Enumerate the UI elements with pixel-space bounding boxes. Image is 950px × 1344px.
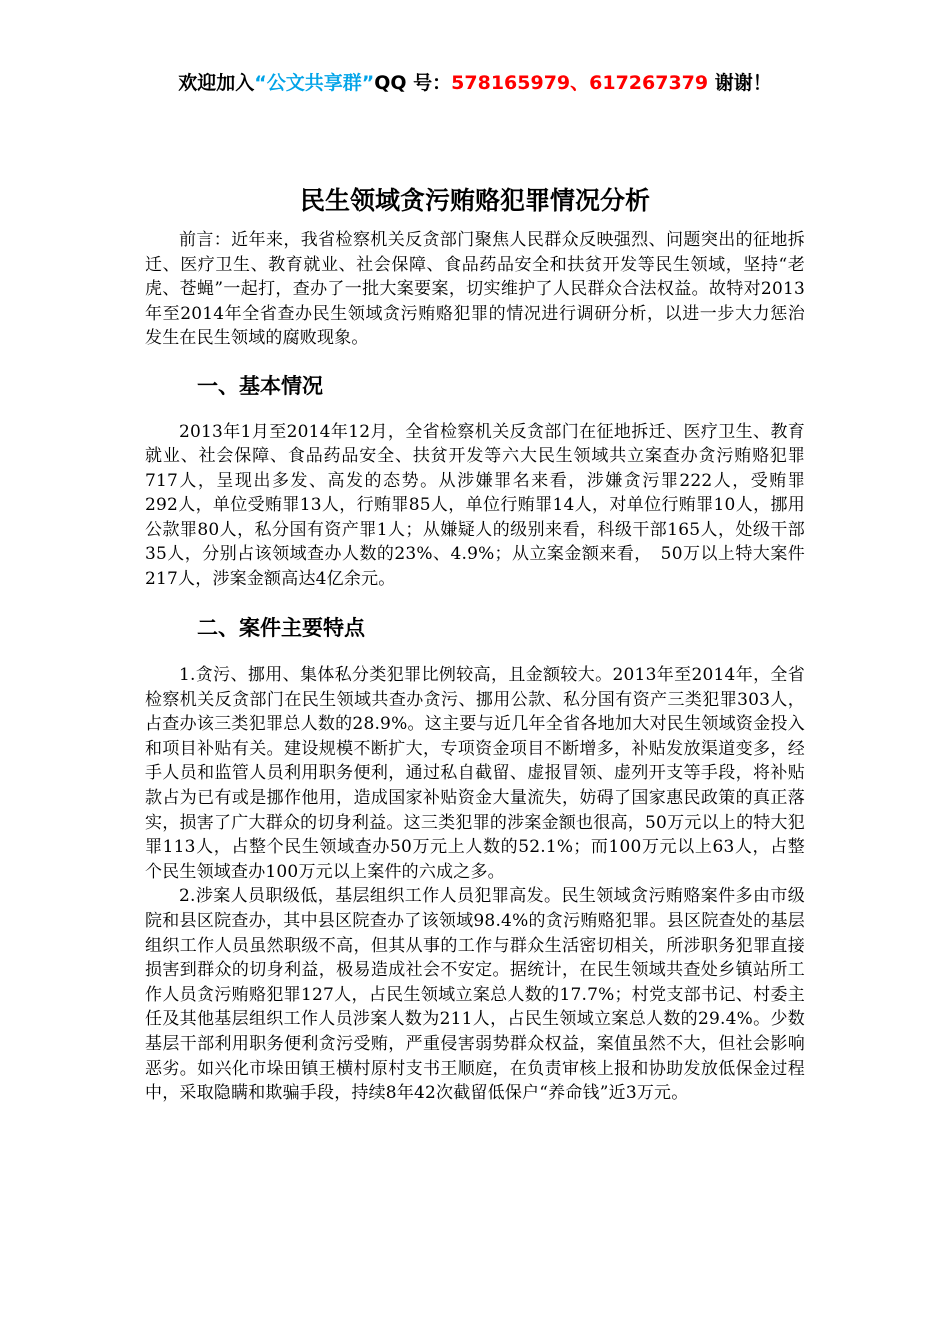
preface-paragraph: 前言：近年来，我省检察机关反贪部门聚焦人民群众反映强烈、问题突出的征地拆迁、医疗卫生、教育就业、社会保障、食品药品安全和扶贫开发等民生领域，坚持“老虎、苍蝇”一起打，查办了一批大案要案，切实维护了人民群众合法权益。故特对2013年至2014年全省查办民生领域贪污贿赂犯罪的情况进行调研分析，以进一步大力惩治发生在民生领域的腐败现象。 — [145, 230, 805, 348]
feature-point-2: 2.涉案人员职级低，基层组织工作人员犯罪高发。民生领域贪污贿赂案件多由市级院和县区院查办，其中县区院查办了该领域98.4%的贪污贿赂犯罪。县区院查处的基层组织工作人员虽然职级不高，但其从事的工作与群众生活密切相关，所涉职务犯罪直接损害到群众的切身利益，极易造成社会不安定。据统计，在民生领域共查处乡镇站所工作人员贪污贿赂犯罪127人，占民生领域立案总人数的17.7%；村党支部书记、村委主任及其他基层组织工作人员涉案人数为211人，占民生领域立案总人数的29.4%。少数基层干部利用职务便利贪污受贿，严重侵害弱势群众权益，案值虽然不大，但社会影响恶劣。如兴化市垛田镇王横村原村支书王顺庭，在负责审核上报和协助发放低保金过程中，采取隐瞒和欺骗手段，持续8年42次截留低保户“养命钱”近3万元。 — [145, 886, 805, 1104]
section-heading-basic: 一、基本情况 — [197, 373, 323, 398]
banner-group-name: “公文共享群” — [254, 72, 375, 94]
banner-qq-numbers: 578165979、617267379 — [451, 72, 709, 94]
feature-point-1: 1.贪污、挪用、集体私分类犯罪比例较高，且金额较大。2013年至2014年，全省检察机关反贪部门在民生领域共查办贪污、挪用公款、私分国有资产三类犯罪303人，占查办该三类犯罪总人数的28.9%。这主要与近几年全省各地加大对民生领域资金投入和项目补贴有关。建设规模不断扩大，专项资金项目不断增多，补贴发放渠道变多，经手人员和监管人员利用职务便利，通过私自截留、虚报冒领、虚列开支等手段，将补贴款占为已有或是挪作他用，造成国家补贴资金大量流失，妨碍了国家惠民政策的真正落实，损害了广大群众的切身利益。这三类犯罪的涉案金额也很高，50万元以上的特大犯罪113人，占整个民生领域查办50万元上人数的52.1%；而100万元以上63人，占整个民生领域查办100万元以上案件的六成之多。 — [145, 665, 805, 882]
document-body — [145, 228, 823, 1106]
banner-prefix: 欢迎加入 — [178, 72, 255, 94]
section-heading-features: 二、案件主要特点 — [197, 616, 365, 640]
document-title: 民生领域贪污贿赂犯罪情况分析 — [299, 186, 650, 215]
banner-qq-label: QQ 号： — [374, 72, 452, 94]
banner-line — [0, 70, 950, 96]
banner-suffix: 谢谢！ — [708, 72, 772, 94]
section1-paragraph: 2013年1月至2014年12月，全省检察机关反贪部门在征地拆迁、医疗卫生、教育就业、社会保障、食品药品安全、扶贫开发等六大民生领域共立案查办贪污贿赂犯罪717人，呈现出多发、高发的态势。从涉嫌罪名来看，涉嫌贪污罪222人，受贿罪 292人，单位受贿罪13人，行贿罪85人，单位行贿罪14人，对单位行贿罪10人，挪用公款罪80人，私分国有资产罪1人；从嫌疑人的级别来看，科级干部165人，处级干部35人，分别占该领域查办人数的23%、4.9%；从立案金额来看， 50万以上特大案件217人，涉案金额高达4亿余元。 — [145, 421, 823, 589]
